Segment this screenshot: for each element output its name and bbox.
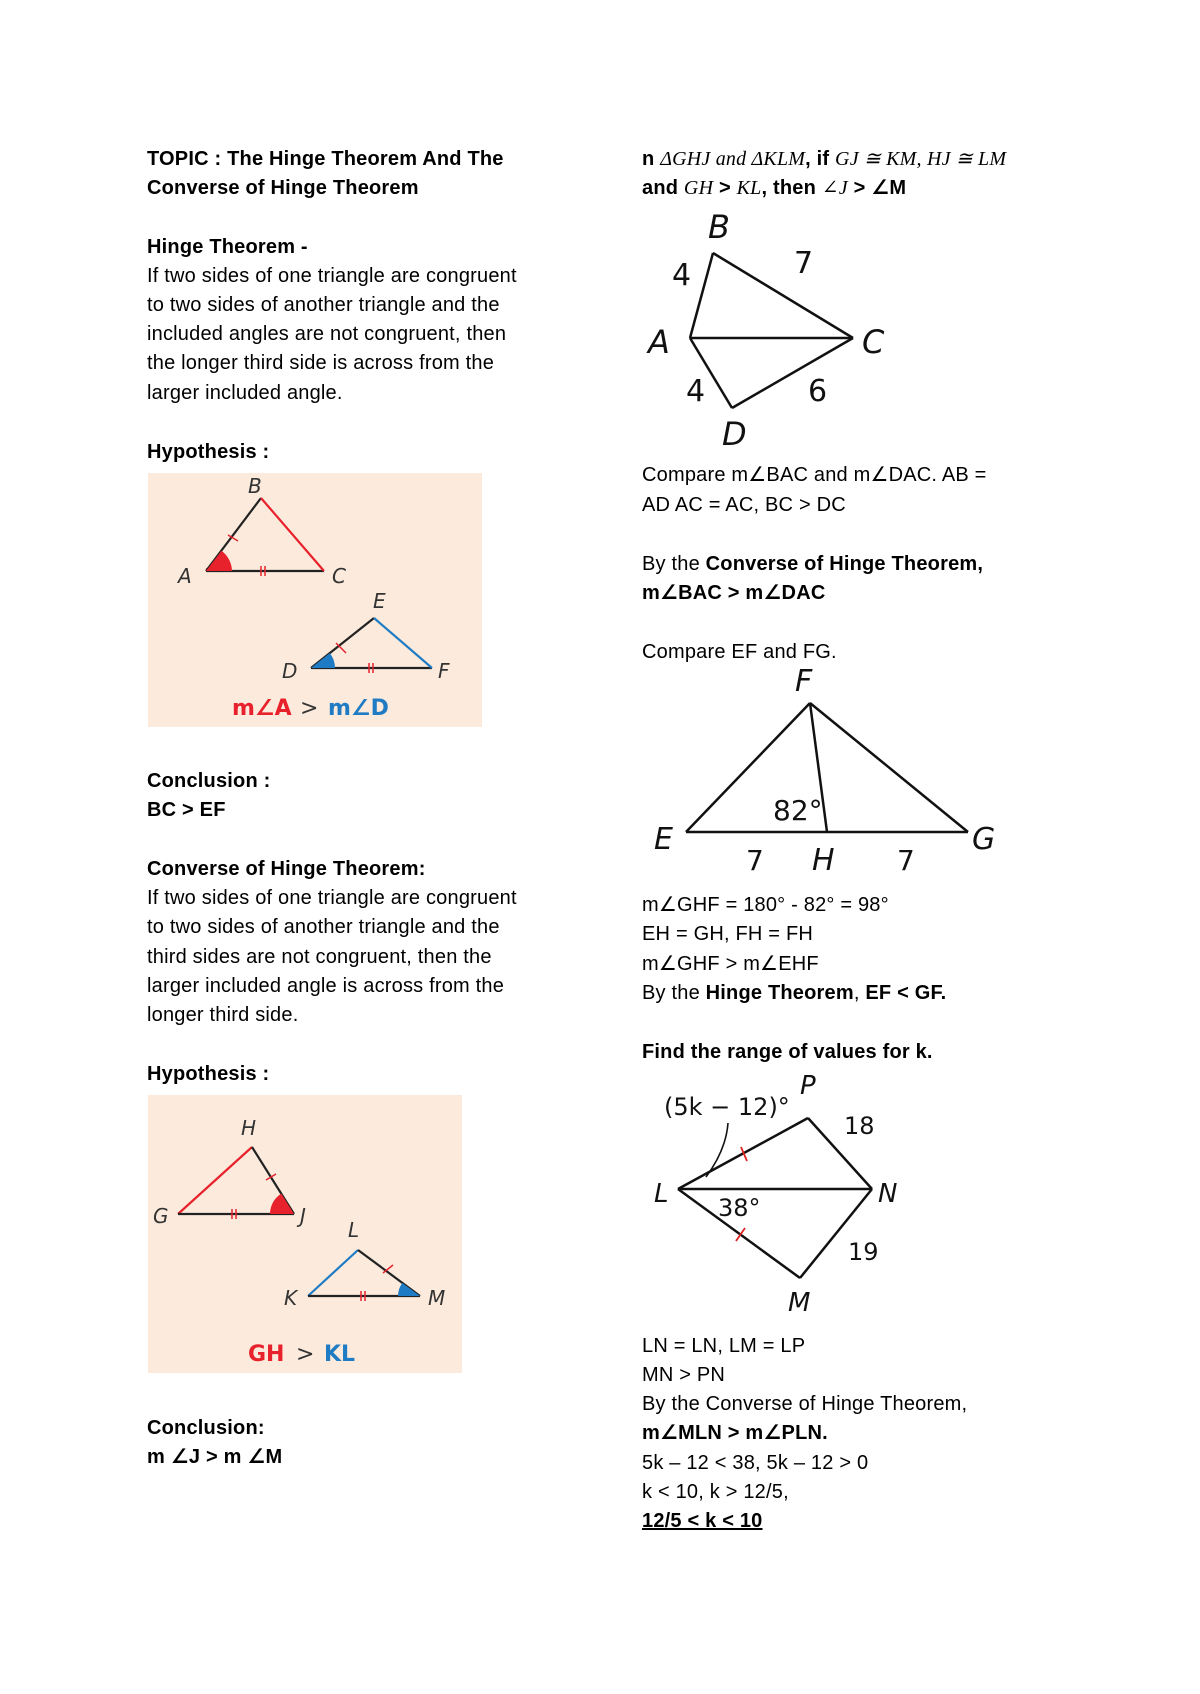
angle-expression: (5k − 12)° — [664, 1093, 790, 1121]
side-dc — [732, 338, 853, 408]
label-eh-length: 7 — [746, 844, 764, 877]
conclusion-label-2: Conclusion: — [147, 1417, 265, 1439]
side-bc — [713, 253, 853, 338]
compare-1-line: AD AC = AC, BC > DC — [642, 494, 846, 516]
ex1-segment-kl: KL — [736, 177, 762, 199]
ex3-work-line: 5k – 12 < 38, 5k – 12 > 0 — [642, 1452, 869, 1474]
ex3-angle-result: m∠MLN > m∠PLN. — [642, 1422, 828, 1444]
ex3-work-line: k < 10, k > 12/5, — [642, 1481, 789, 1503]
label-c: C — [332, 564, 346, 588]
converse-text-line: larger included angle is across from the — [147, 975, 505, 997]
example-1-line-1 — [642, 147, 1006, 171]
label-a: A — [178, 564, 192, 588]
converse-heading: Converse of Hinge Theorem: — [147, 858, 426, 880]
converse-theorem-name: Converse of Hinge Theorem — [705, 553, 978, 575]
ex1-text: > ∠M — [847, 177, 907, 199]
tick-lm — [736, 1228, 745, 1241]
label-n: N — [878, 1179, 898, 1209]
converse-text-line: to two sides of another triangle and the — [147, 916, 500, 938]
figure-background — [148, 473, 482, 727]
label-ad-length: 4 — [686, 374, 706, 409]
topic-title-line-2: Converse of Hinge Theorem — [147, 177, 419, 199]
angle-label-82: 82° — [773, 794, 823, 827]
label-bc-length: 7 — [794, 246, 814, 281]
converse-text-line: If two sides of one triangle are congruent — [147, 887, 517, 909]
label-e: E — [654, 822, 673, 857]
ex1-segment-gh: GH — [683, 177, 714, 199]
compare-1-line: Compare m∠BAC and m∠DAC. AB = — [642, 464, 987, 486]
caption-angle-a: m∠A — [232, 696, 292, 721]
ex3-line: LN = LN, LM = LP — [642, 1335, 806, 1357]
topic-title-line-1: TOPIC : The Hinge Theorem And The — [147, 148, 504, 170]
compare-2-line: Compare EF and FG. — [642, 641, 837, 663]
label-m: M — [788, 1288, 811, 1318]
hinge-theorem-name: Hinge Theorem — [705, 982, 854, 1004]
label-p: P — [800, 1071, 816, 1101]
hinge-text-line: included angles are not congruent, then — [147, 323, 507, 345]
label-mn-length: 19 — [848, 1238, 879, 1266]
ex1-text: n — [642, 148, 661, 170]
ex2-line: EH = GH, FH = FH — [642, 923, 814, 945]
ex1-text: , then — [761, 177, 822, 199]
angle-label-38: 38° — [718, 1194, 761, 1222]
caption-kl: KL — [324, 1342, 356, 1367]
conclusion-value-1: BC > EF — [147, 799, 226, 821]
hinge-theorem-heading: Hinge Theorem - — [147, 236, 308, 258]
hypothesis-label-2: Hypothesis : — [147, 1063, 270, 1085]
example-1-line-2 — [642, 176, 906, 200]
converse-text-line: third sides are not congruent, then the — [147, 946, 492, 968]
label-l: L — [348, 1218, 360, 1242]
ex1-text: , if — [805, 148, 836, 170]
side-ab — [690, 253, 713, 338]
ex2-line: m∠GHF > m∠EHF — [642, 953, 819, 975]
label-a: A — [648, 323, 670, 361]
ex3-line: By the Converse of Hinge Theorem, — [642, 1393, 968, 1415]
label-ab-length: 4 — [672, 258, 692, 293]
ex1-congruence-1: GJ ≅ KM — [835, 148, 917, 170]
by-converse-prefix: By the — [642, 553, 706, 575]
ex1-text: and — [642, 177, 684, 199]
label-f: F — [438, 659, 450, 683]
ex1-text: , — [916, 148, 927, 170]
caption-gh: GH — [248, 1342, 285, 1367]
caption-greater-than: > — [300, 696, 319, 721]
figure-background — [148, 1095, 462, 1373]
label-b: B — [708, 208, 730, 246]
ex3-final-answer: 12/5 < k < 10 — [642, 1510, 763, 1532]
ex2-comma: , — [853, 982, 866, 1004]
triangle-abcd-figure — [640, 205, 940, 455]
hinge-text-line: If two sides of one triangle are congruent — [147, 265, 517, 287]
triangle-plmn-figure — [640, 1068, 960, 1323]
ex1-angle-j: ∠J — [821, 177, 848, 199]
triangle-efg-figure — [640, 667, 1010, 882]
label-e: E — [373, 589, 386, 613]
caption-greater-than: > — [296, 1342, 315, 1367]
converse-theorem-figure — [148, 1095, 462, 1373]
hinge-text-line: the longer third side is across from the — [147, 352, 495, 374]
ex2-conclusion — [642, 981, 946, 1005]
hypothesis-label-1: Hypothesis : — [147, 441, 270, 463]
ex2-result: EF < GF. — [865, 982, 947, 1004]
ex3-heading: Find the range of values for k. — [642, 1041, 933, 1063]
label-c: C — [862, 323, 885, 361]
ex1-triangles: ΔGHJ and ΔKLM — [660, 148, 806, 170]
label-hg-length: 7 — [897, 844, 915, 877]
by-converse-line — [642, 552, 983, 576]
by-converse-comma: , — [977, 553, 984, 575]
ex1-text: > — [713, 177, 737, 199]
ex3-line: MN > PN — [642, 1364, 726, 1386]
label-pn-length: 18 — [844, 1112, 875, 1140]
ex2-by-prefix: By the — [642, 982, 706, 1004]
label-f: F — [795, 667, 813, 699]
label-d: D — [282, 659, 298, 683]
label-j: J — [300, 1204, 306, 1228]
label-h: H — [241, 1116, 257, 1140]
label-m: M — [428, 1286, 446, 1310]
hinge-text-line: larger included angle. — [147, 382, 343, 404]
hinge-text-line: to two sides of another triangle and the — [147, 294, 500, 316]
label-k: K — [284, 1286, 298, 1310]
label-d: D — [722, 415, 747, 453]
converse-result: m∠BAC > m∠DAC — [642, 582, 826, 604]
label-l: L — [654, 1179, 669, 1209]
label-g: G — [972, 822, 996, 857]
conclusion-label-1: Conclusion : — [147, 770, 271, 792]
label-b: B — [248, 474, 262, 498]
conclusion-value-2: m ∠J > m ∠M — [147, 1446, 283, 1468]
label-g: G — [153, 1204, 169, 1228]
caption-angle-d: m∠D — [328, 696, 389, 721]
side-fg — [810, 703, 968, 832]
converse-text-line: longer third side. — [147, 1004, 299, 1026]
ex1-congruence-2: HJ ≅ LM — [926, 148, 1007, 170]
ex2-line: m∠GHF = 180° - 82° = 98° — [642, 894, 889, 916]
hinge-theorem-figure — [148, 473, 482, 727]
label-dc-length: 6 — [808, 374, 828, 409]
label-h: H — [812, 843, 835, 878]
